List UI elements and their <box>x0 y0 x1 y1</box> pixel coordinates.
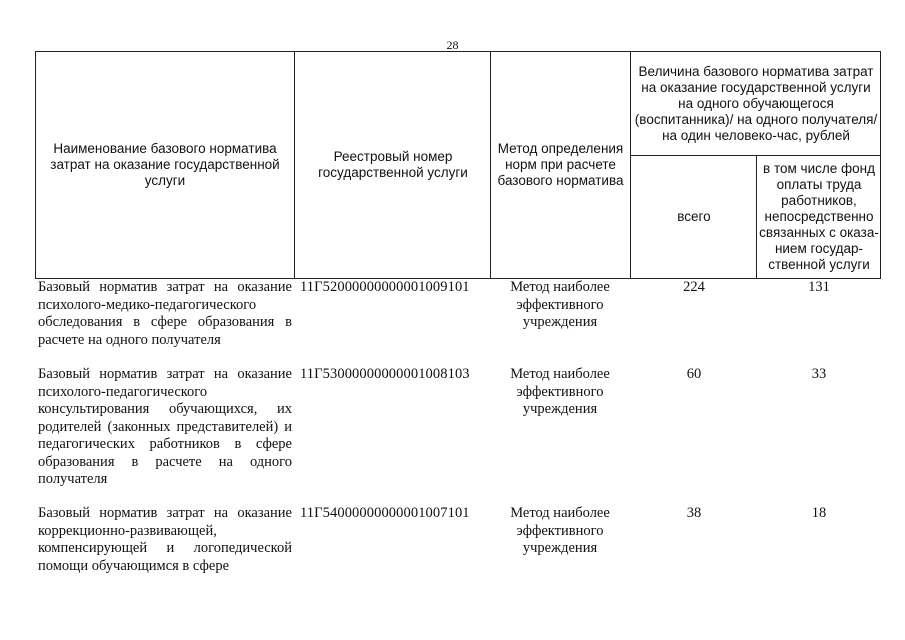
row-1-code: 11Г52000000000001009101 <box>300 279 470 295</box>
header-fund: в том числе фонд оплаты труда работников, непосредственно связанных с оказа-нием государ-ственной услуги <box>759 161 879 272</box>
header-method: Метод определения норм при расчете базового норматива <box>497 140 624 188</box>
row-2-fund: 33 <box>811 366 827 382</box>
col-divider-1 <box>294 51 295 278</box>
row-1-fund: 131 <box>808 279 830 295</box>
row-3-name: Базовый норматив затрат на оказание коррекционно-развивающей, компенсирующей и логопедической помощи обучающимся в сфере <box>38 505 292 574</box>
header-value: Величина базового норматива затрат на оказание государственной услуги на одного обучающегося (воспитанника)/ на одного получателя/ на один человеко-час, рублей <box>634 64 878 143</box>
row-3-code: 11Г54000000000001007101 <box>300 505 470 521</box>
row-1-name: Базовый норматив затрат на оказание психолого-медико-педагогического обследования в сфере образования в расчете на одного получателя <box>38 279 292 348</box>
col-divider-2 <box>490 51 491 278</box>
row-2-code: 11Г53000000000001008103 <box>300 366 470 382</box>
row-2-name: Базовый норматив затрат на оказание психолого-педагогического консультирования обучающихся, их родителей (законных представителей) и педагогических работников в сфере образования в расчете на одного получателя <box>38 366 292 487</box>
table-right-border <box>880 51 881 278</box>
row-2-method: Метод наиболее эффективного учреждения <box>510 366 610 417</box>
table-left-border <box>35 51 36 278</box>
row-1-method: Метод наиболее эффективного учреждения <box>510 279 610 330</box>
row-3-fund: 18 <box>811 505 827 521</box>
row-1-total: 224 <box>683 279 705 295</box>
col-divider-4 <box>756 155 757 278</box>
row-3-total: 38 <box>686 505 702 521</box>
header-total: всего <box>677 209 711 224</box>
row-2-total: 60 <box>686 366 702 382</box>
header-name: Наименование базового норматива затрат на оказание государственной услуги <box>50 140 280 188</box>
row-3-method: Метод наиболее эффективного учреждения <box>510 505 610 556</box>
col-divider-3 <box>630 51 631 278</box>
page-number: 28 <box>446 38 459 52</box>
header-registry-number: Реестровый номер государственной услуги <box>318 148 468 180</box>
